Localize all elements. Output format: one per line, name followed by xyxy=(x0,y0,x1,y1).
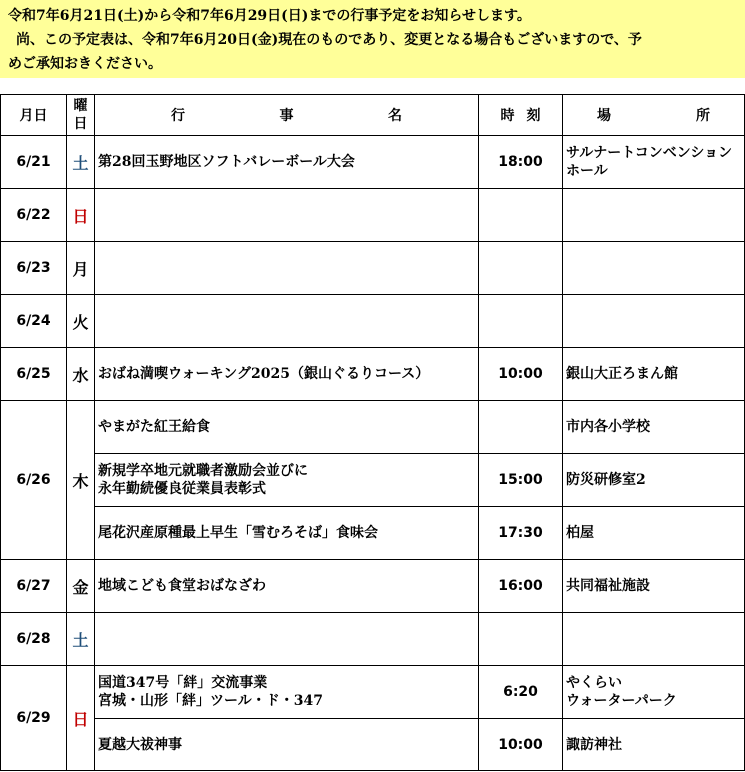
row-day-of-week: 木 xyxy=(67,401,95,560)
row-event: 地域こども食堂おばなざわ xyxy=(95,560,479,613)
table-row xyxy=(1,666,745,719)
table-row xyxy=(1,507,745,560)
row-place xyxy=(563,613,745,666)
table-row xyxy=(1,719,745,771)
row-event xyxy=(95,613,479,666)
row-event: 尾花沢産原種最上早生「雪むろそば」食味会 xyxy=(95,507,479,560)
header-place-char: 場 xyxy=(597,108,611,124)
header-event-char: 名 xyxy=(388,108,402,124)
row-date: 6/28 xyxy=(1,613,67,666)
row-date: 6/27 xyxy=(1,560,67,613)
row-place xyxy=(563,242,745,295)
row-event: やまがた紅王給食 xyxy=(95,401,479,454)
row-day-of-week: 金 xyxy=(67,560,95,613)
header-event xyxy=(95,95,479,136)
header-row xyxy=(1,95,745,136)
header-place-char: 所 xyxy=(696,108,710,124)
row-event xyxy=(95,242,479,295)
row-date: 6/22 xyxy=(1,189,67,242)
row-event-line-2: 永年勤続優良従業員表彰式 xyxy=(98,481,266,497)
row-day-of-week: 水 xyxy=(67,348,95,401)
row-day-of-week: 土 xyxy=(67,136,95,189)
row-day-of-week: 日 xyxy=(67,666,95,771)
row-place-line-1: やくらい xyxy=(566,675,622,691)
header-place xyxy=(563,95,745,136)
row-place: 柏屋 xyxy=(563,507,745,560)
table-row xyxy=(1,189,745,242)
row-date: 6/21 xyxy=(1,136,67,189)
notice-line-1: 令和7年6月21日(土)から令和7年6月29日(日)までの行事予定をお知らせします。 xyxy=(8,8,531,24)
header-dow-line-1: 曜 xyxy=(73,98,88,114)
row-day-of-week: 火 xyxy=(67,295,95,348)
row-time: 6:20 xyxy=(479,666,563,719)
notice-banner xyxy=(0,0,745,78)
row-time xyxy=(479,401,563,454)
row-place xyxy=(563,189,745,242)
row-place: 共同福祉施設 xyxy=(563,560,745,613)
row-event-line-1: 新規学卒地元就職者激励会並びに xyxy=(98,463,308,479)
row-place: 防災研修室2 xyxy=(563,454,745,507)
notice-line-2: 尚、この予定表は、令和7年6月20日(金)現在のものであり、変更となる場合もございますので、予 xyxy=(16,32,642,48)
row-time: 16:00 xyxy=(479,560,563,613)
header-event-char: 事 xyxy=(279,108,294,124)
row-time: 17:30 xyxy=(479,507,563,560)
row-time xyxy=(479,189,563,242)
row-date: 6/25 xyxy=(1,348,67,401)
row-time xyxy=(479,242,563,295)
row-place: 諏訪神社 xyxy=(563,719,745,771)
header-event-char: 行 xyxy=(171,108,185,124)
table-row xyxy=(1,136,745,189)
header-time-char: 時 xyxy=(500,108,515,124)
row-day-of-week: 日 xyxy=(67,189,95,242)
row-date: 6/29 xyxy=(1,666,67,771)
header-date: 月日 xyxy=(1,95,67,136)
row-time: 18:00 xyxy=(479,136,563,189)
header-time-char: 刻 xyxy=(526,108,541,124)
row-event-line-1: 国道347号「絆」交流事業 xyxy=(98,675,268,691)
header-dow xyxy=(67,95,95,136)
row-time: 10:00 xyxy=(479,348,563,401)
table-row xyxy=(1,242,745,295)
row-event: おばね満喫ウォーキング2025（銀山ぐるりコース） xyxy=(95,348,479,401)
table-row xyxy=(1,348,745,401)
row-day-of-week: 土 xyxy=(67,613,95,666)
row-event xyxy=(95,666,479,719)
row-event xyxy=(95,189,479,242)
table-row xyxy=(1,613,745,666)
row-place xyxy=(563,295,745,348)
row-date: 6/26 xyxy=(1,401,67,560)
row-place: サルナートコンベンションホール xyxy=(563,136,745,189)
row-time xyxy=(479,295,563,348)
row-event: 第28回玉野地区ソフトバレーボール大会 xyxy=(95,136,479,189)
header-time xyxy=(479,95,563,136)
row-place: 銀山大正ろまん館 xyxy=(563,348,745,401)
header-dow-line-2: 日 xyxy=(73,116,88,132)
row-event xyxy=(95,454,479,507)
row-event: 夏越大祓神事 xyxy=(95,719,479,771)
row-place-line-2: ウォーターパーク xyxy=(566,693,677,709)
row-event-line-2: 宮城・山形「絆」ツール・ド・347 xyxy=(98,693,323,709)
row-time: 10:00 xyxy=(479,719,563,771)
row-day-of-week: 月 xyxy=(67,242,95,295)
table-row xyxy=(1,295,745,348)
table-row xyxy=(1,454,745,507)
row-place: 市内各小学校 xyxy=(563,401,745,454)
table-row xyxy=(1,401,745,454)
notice-line-3: めご承知おきください。 xyxy=(8,56,162,72)
row-time xyxy=(479,613,563,666)
row-event xyxy=(95,295,479,348)
row-date: 6/24 xyxy=(1,295,67,348)
row-time: 15:00 xyxy=(479,454,563,507)
schedule-table xyxy=(0,94,745,771)
table-row xyxy=(1,560,745,613)
row-place xyxy=(563,666,745,719)
row-date: 6/23 xyxy=(1,242,67,295)
